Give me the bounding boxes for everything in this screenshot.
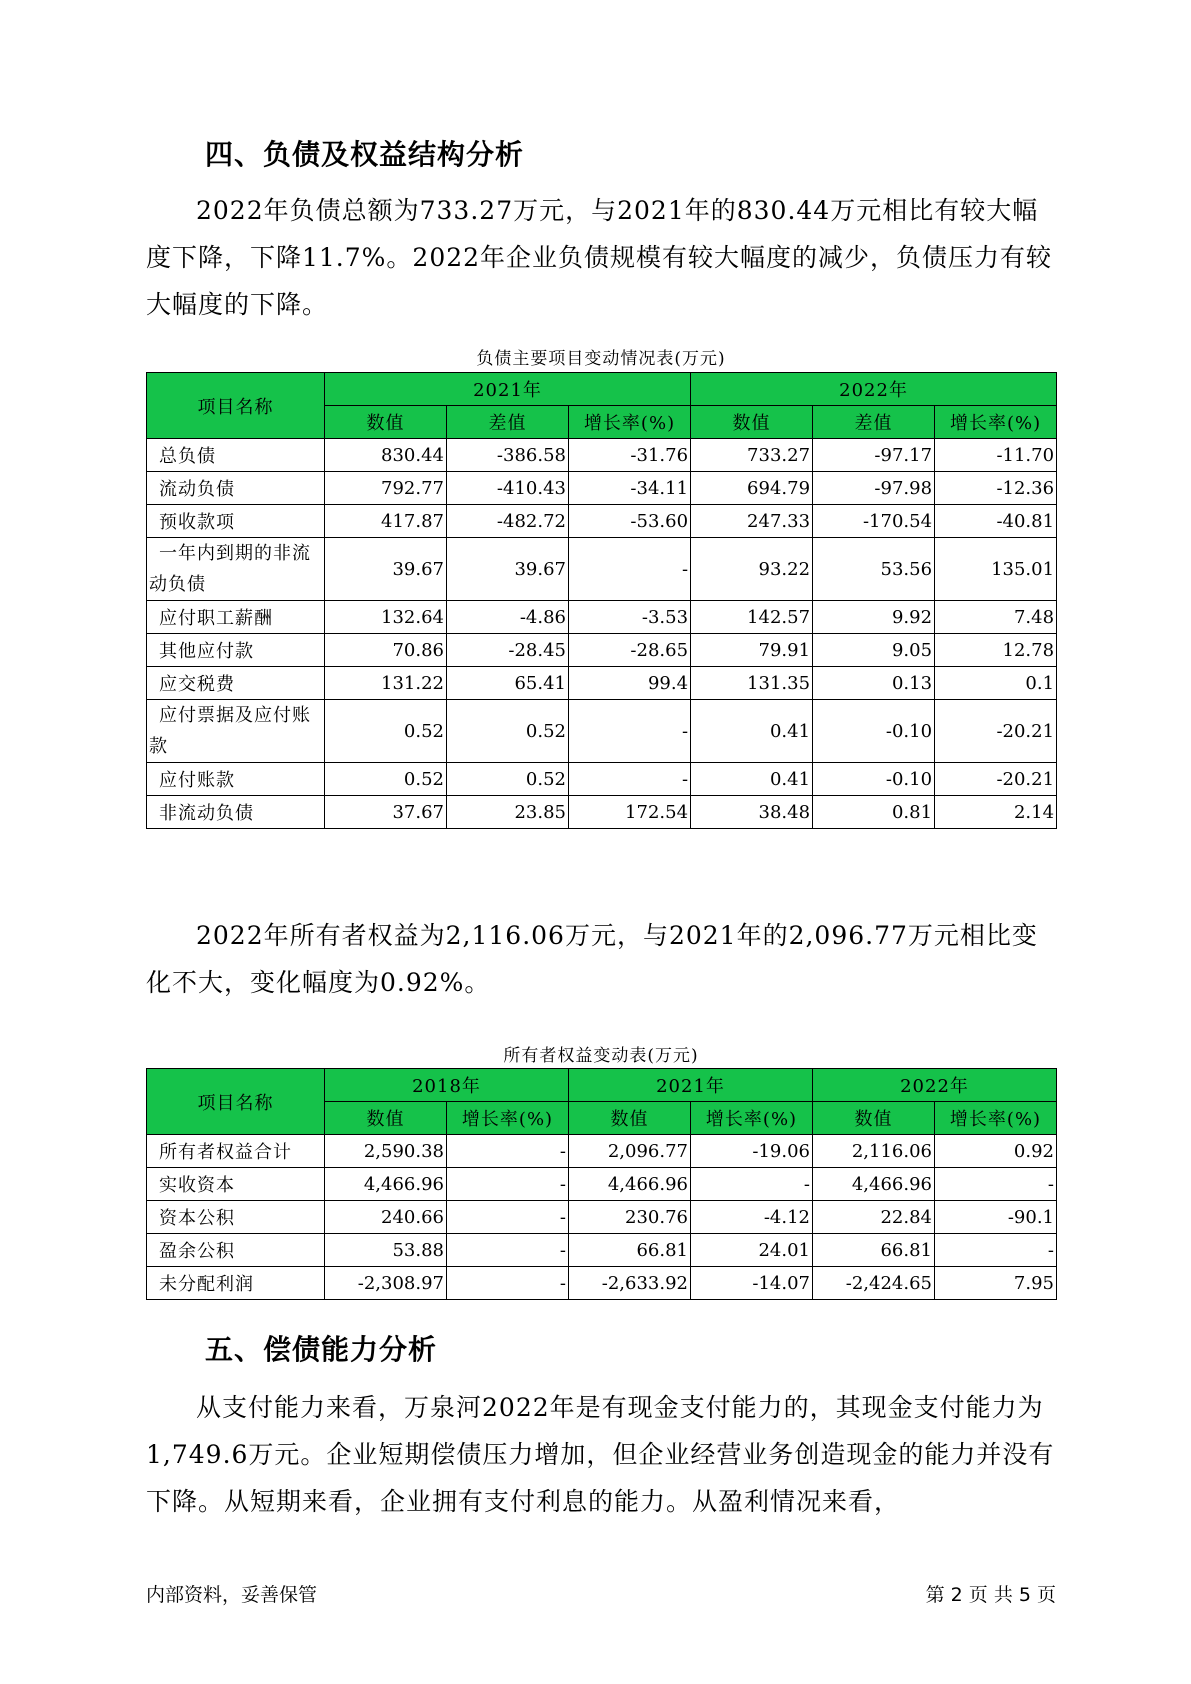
col-value-header: 数值 (325, 1102, 447, 1135)
year-2022-header: 2022年 (691, 373, 1057, 406)
cell: 12.78 (935, 634, 1057, 667)
cell: 65.41 (447, 667, 569, 700)
col-value-header: 数值 (813, 1102, 935, 1135)
cell: 733.27 (691, 439, 813, 472)
cell: - (447, 1267, 569, 1300)
cell: -20.21 (935, 700, 1057, 763)
row-name: 其他应付款 (147, 634, 325, 667)
year-2022-header: 2022年 (813, 1069, 1057, 1102)
row-name: 应交税费 (147, 667, 325, 700)
cell: 2,590.38 (325, 1135, 447, 1168)
cell: -53.60 (569, 505, 691, 538)
item-name-header: 项目名称 (147, 1069, 325, 1135)
cell: 2,116.06 (813, 1135, 935, 1168)
cell: 247.33 (691, 505, 813, 538)
cell: 53.88 (325, 1234, 447, 1267)
cell: 39.67 (325, 538, 447, 601)
table-row (147, 538, 1057, 601)
row-name: 所有者权益合计 (147, 1135, 325, 1168)
row-name: 应付账款 (147, 763, 325, 796)
cell: 417.87 (325, 505, 447, 538)
row-name: 非流动负债 (147, 796, 325, 829)
col-rate-header: 增长率(%) (691, 1102, 813, 1135)
table-row (147, 601, 1057, 634)
cell: 2.14 (935, 796, 1057, 829)
cell: -386.58 (447, 439, 569, 472)
row-name: 一年内到期的非流动负债 (147, 538, 325, 601)
cell: -12.36 (935, 472, 1057, 505)
cell: - (447, 1201, 569, 1234)
cell: - (691, 1168, 813, 1201)
cell: -40.81 (935, 505, 1057, 538)
section-4-paragraph-2: 2022年所有者权益为2,116.06万元，与2021年的2,096.77万元相比变化不大，变化幅度为0.92%。 (146, 921, 1038, 997)
col-value-header: 数值 (325, 406, 447, 439)
table-row (147, 667, 1057, 700)
row-name: 总负债 (147, 439, 325, 472)
col-diff-header: 差值 (813, 406, 935, 439)
cell: 70.86 (325, 634, 447, 667)
cell: 0.52 (325, 763, 447, 796)
cell: - (569, 700, 691, 763)
year-2018-header: 2018年 (325, 1069, 569, 1102)
cell: -410.43 (447, 472, 569, 505)
cell: -3.53 (569, 601, 691, 634)
col-value-header: 数值 (569, 1102, 691, 1135)
table-2-caption: 所有者权益变动表(万元) (503, 1046, 699, 1066)
footer-confidential-note: 内部资料，妥善保管 (146, 1584, 318, 1606)
cell: 53.56 (813, 538, 935, 601)
cell: -34.11 (569, 472, 691, 505)
table-1-caption: 负债主要项目变动情况表(万元) (476, 349, 726, 369)
cell: - (569, 763, 691, 796)
footer-page-number: 第 2 页 共 5 页 (925, 1584, 1056, 1606)
cell: 37.67 (325, 796, 447, 829)
cell: 131.35 (691, 667, 813, 700)
row-name: 盈余公积 (147, 1234, 325, 1267)
cell: 0.1 (935, 667, 1057, 700)
cell: 0.81 (813, 796, 935, 829)
year-2021-header: 2021年 (569, 1069, 813, 1102)
cell: - (569, 538, 691, 601)
col-rate-header: 增长率(%) (935, 1102, 1057, 1135)
cell: -11.70 (935, 439, 1057, 472)
cell: -2,633.92 (569, 1267, 691, 1300)
col-rate-header: 增长率(%) (569, 406, 691, 439)
section-4-heading: 四、负债及权益结构分析 (205, 138, 525, 171)
table-row (147, 1168, 1057, 1201)
cell: 132.64 (325, 601, 447, 634)
cell: 7.95 (935, 1267, 1057, 1300)
cell: -2,424.65 (813, 1267, 935, 1300)
cell: 39.67 (447, 538, 569, 601)
liabilities-table (146, 372, 1057, 829)
cell: 135.01 (935, 538, 1057, 601)
table-row (147, 1234, 1057, 1267)
cell: -90.1 (935, 1201, 1057, 1234)
cell: 694.79 (691, 472, 813, 505)
cell: - (447, 1234, 569, 1267)
cell: - (935, 1168, 1057, 1201)
cell: 7.48 (935, 601, 1057, 634)
cell: 0.52 (325, 700, 447, 763)
cell: - (935, 1234, 1057, 1267)
cell: 172.54 (569, 796, 691, 829)
cell: 99.4 (569, 667, 691, 700)
col-rate-header: 增长率(%) (935, 406, 1057, 439)
cell: -14.07 (691, 1267, 813, 1300)
table-row (147, 1201, 1057, 1234)
cell: 240.66 (325, 1201, 447, 1234)
col-diff-header: 差值 (447, 406, 569, 439)
cell: 0.13 (813, 667, 935, 700)
table-row (147, 439, 1057, 472)
cell: -4.86 (447, 601, 569, 634)
cell: 22.84 (813, 1201, 935, 1234)
cell: -2,308.97 (325, 1267, 447, 1300)
cell: 830.44 (325, 439, 447, 472)
cell: 0.92 (935, 1135, 1057, 1168)
section-5-heading: 五、偿债能力分析 (205, 1333, 438, 1366)
item-name-header: 项目名称 (147, 373, 325, 439)
cell: -31.76 (569, 439, 691, 472)
cell: -4.12 (691, 1201, 813, 1234)
cell: 4,466.96 (569, 1168, 691, 1201)
cell: 230.76 (569, 1201, 691, 1234)
cell: 0.52 (447, 763, 569, 796)
equity-table (146, 1068, 1057, 1300)
cell: 4,466.96 (813, 1168, 935, 1201)
cell: 0.41 (691, 763, 813, 796)
table-row (147, 763, 1057, 796)
table-row (147, 1135, 1057, 1168)
cell: -97.98 (813, 472, 935, 505)
row-name: 实收资本 (147, 1168, 325, 1201)
section-5-paragraph: 从支付能力来看，万泉河2022年是有现金支付能力的，其现金支付能力为1,749.6万元。企业短期偿债压力增加，但企业经营业务创造现金的能力并没有下降。从短期来看，企业拥有支付利息的能力。从盈利情况来看， (146, 1393, 1055, 1516)
cell: 131.22 (325, 667, 447, 700)
row-name: 预收款项 (147, 505, 325, 538)
cell: -0.10 (813, 763, 935, 796)
col-value-header: 数值 (691, 406, 813, 439)
cell: 66.81 (813, 1234, 935, 1267)
cell: -97.17 (813, 439, 935, 472)
cell: 142.57 (691, 601, 813, 634)
cell: - (447, 1168, 569, 1201)
cell: 2,096.77 (569, 1135, 691, 1168)
table-row (147, 796, 1057, 829)
cell: 38.48 (691, 796, 813, 829)
cell: 0.52 (447, 700, 569, 763)
cell: 23.85 (447, 796, 569, 829)
cell: 4,466.96 (325, 1168, 447, 1201)
cell: -28.65 (569, 634, 691, 667)
section-4-paragraph-1: 2022年负债总额为733.27万元，与2021年的830.44万元相比有较大幅度下降，下降11.7%。2022年企业负债规模有较大幅度的减少，负债压力有较大幅度的下降。 (146, 196, 1053, 319)
cell: 66.81 (569, 1234, 691, 1267)
row-name: 应付职工薪酬 (147, 601, 325, 634)
row-name: 资本公积 (147, 1201, 325, 1234)
cell: 9.05 (813, 634, 935, 667)
cell: 79.91 (691, 634, 813, 667)
cell: 9.92 (813, 601, 935, 634)
cell: 93.22 (691, 538, 813, 601)
cell: -0.10 (813, 700, 935, 763)
row-name: 未分配利润 (147, 1267, 325, 1300)
year-2021-header: 2021年 (325, 373, 691, 406)
table-row (147, 1267, 1057, 1300)
table-row (147, 472, 1057, 505)
table-row (147, 634, 1057, 667)
cell: 0.41 (691, 700, 813, 763)
cell: -20.21 (935, 763, 1057, 796)
row-name: 流动负债 (147, 472, 325, 505)
cell: 24.01 (691, 1234, 813, 1267)
table-row (147, 700, 1057, 763)
cell: -19.06 (691, 1135, 813, 1168)
col-rate-header: 增长率(%) (447, 1102, 569, 1135)
cell: -482.72 (447, 505, 569, 538)
cell: - (447, 1135, 569, 1168)
cell: 792.77 (325, 472, 447, 505)
cell: -170.54 (813, 505, 935, 538)
cell: -28.45 (447, 634, 569, 667)
table-row (147, 505, 1057, 538)
row-name: 应付票据及应付账款 (147, 700, 325, 763)
